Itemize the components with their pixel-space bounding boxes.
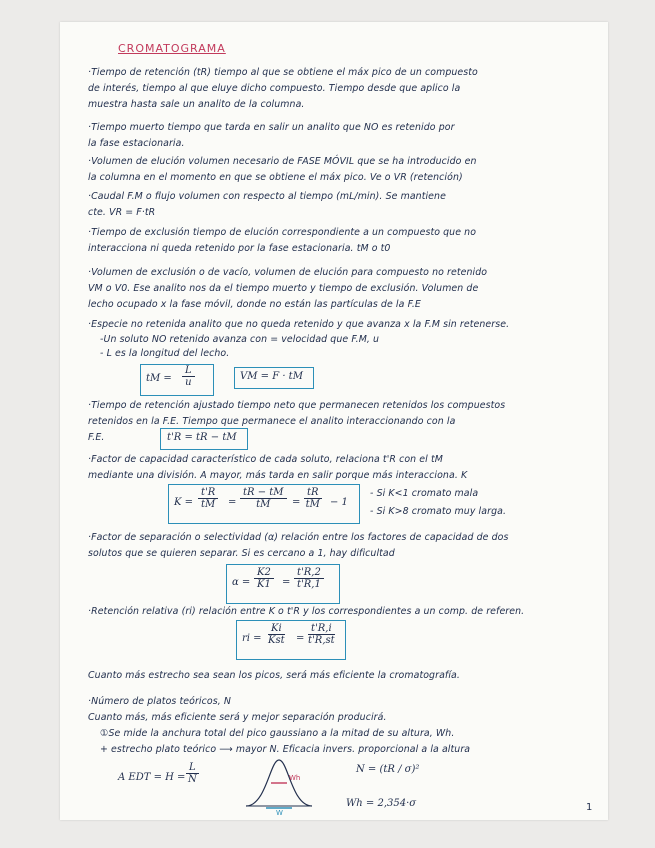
fraction-numerator: t'R,2 <box>294 567 324 579</box>
formula-alpha-lhs: α = <box>232 577 251 588</box>
formula-vm: VM = F · tM <box>240 371 303 382</box>
fraction-denominator: K1 <box>257 579 271 590</box>
fraction-denominator: tM <box>201 499 216 510</box>
fraction-numerator: L <box>182 365 195 377</box>
text-line: muestra hasta sale un analito de la columna. <box>88 99 305 110</box>
fraction-numerator: Ki <box>268 623 285 635</box>
equals-sign: = <box>292 497 301 508</box>
text-line: ·Tiempo muerto tiempo que tarda en salir un analito que NO es retenido por <box>88 122 455 133</box>
formula-k-frac3 <box>304 487 322 510</box>
text-line: ·Tiempo de retención ajustado tiempo neto que permanecen retenidos los compuestos <box>88 400 506 411</box>
note-k-low: - Si K<1 cromato mala <box>370 488 479 499</box>
formula-n: N = (tR / σ)² <box>356 764 420 775</box>
text-line: ·Tiempo de exclusión tiempo de elución correspondiente a un compuesto que no <box>88 227 477 238</box>
formula-tm-fraction <box>182 365 195 388</box>
formula-k-tail: − 1 <box>330 497 348 508</box>
text-line: ·Especie no retenida analito que no queda retenido y que avanza x la F.M sin retenerse. <box>88 319 510 330</box>
text-line: la columna en el momento en que se obtiene el máx pico. Ve o VR (retención) <box>88 172 463 183</box>
fraction-numerator: t'R <box>198 487 218 499</box>
formula-k-frac1 <box>198 487 218 510</box>
formula-tr-adjusted: t'R = tR − tM <box>167 432 237 443</box>
formula-wh: Wh = 2,354·σ <box>346 798 417 809</box>
formula-k-frac2 <box>240 487 287 510</box>
formula-alpha-frac2 <box>294 567 324 590</box>
equals-sign: = <box>296 633 305 644</box>
formula-ri-frac2 <box>308 623 335 646</box>
text-line: ·Volumen de exclusión o de vacío, volumen de elución para compuesto no retenido <box>88 267 488 278</box>
text-line: - L es la longitud del lecho. <box>100 348 230 359</box>
formula-tm-lhs: tM = <box>146 373 172 384</box>
text-line: Cuanto más estrecho sea sean los picos, será más eficiente la cromatografía. <box>88 670 460 681</box>
text-line: + estrecho plato teórico ⟶ mayor N. Eficacia invers. proporcional a la altura <box>100 744 471 755</box>
formula-alpha-frac1 <box>254 567 274 590</box>
fraction-denominator: t'R,st <box>308 635 335 646</box>
formula-ri-frac1 <box>268 623 285 646</box>
text-line: ·Tiempo de retención (tR) tiempo al que se obtiene el máx pico de un compuesto <box>88 67 478 78</box>
text-line: -Un soluto NO retenido avanza con = velocidad que F.M, u <box>100 334 380 345</box>
peak-wh-label: Wh <box>289 774 301 782</box>
fraction-numerator: L <box>186 762 199 774</box>
text-line: ·Caudal F.M o flujo volumen con respecto al tiempo (mL/min). Se mantiene <box>88 191 446 202</box>
text-line: interacciona ni queda retenido por la fase estacionaria. tM o t0 <box>88 243 391 254</box>
fraction-numerator: tR − tM <box>240 487 287 499</box>
fraction-denominator: Kst <box>268 635 285 646</box>
text-line: la fase estacionaria. <box>88 138 185 149</box>
text-line: ·Factor de capacidad característico de cada soluto, relaciona t'R con el tM <box>88 454 443 465</box>
text-line: ·Factor de separación o selectividad (α) relación entre los factores de capacidad de dos <box>88 532 509 543</box>
text-line: ·Retención relativa (ri) relación entre K o t'R y los correspondientes a un comp. de referen. <box>88 606 525 617</box>
text-line: solutos que se quieren separar. Si es cercano a 1, hay dificultad <box>88 548 395 559</box>
page-title: CROMATOGRAMA <box>118 42 226 55</box>
text-line: mediante una división. A mayor, más tarda en salir porque más interacciona. K <box>88 470 468 481</box>
text-line: Cuanto más, más eficiente será y mejor separación producirá. <box>88 712 387 723</box>
notebook-page <box>60 22 608 820</box>
note-k-high: - Si K>8 cromato muy larga. <box>370 506 507 517</box>
text-line: lecho ocupado x la fase móvil, donde no están las partículas de la F.E <box>88 299 421 310</box>
formula-aedt-lhs: A EDT = H = <box>118 772 186 783</box>
gaussian-peak-diagram <box>244 756 314 816</box>
fraction-denominator: N <box>187 774 197 785</box>
text-line: cte. VR = F·tR <box>88 207 156 218</box>
fraction-denominator: u <box>185 377 192 388</box>
text-line: F.E. <box>88 432 105 443</box>
equals-sign: = <box>228 497 237 508</box>
fraction-denominator: tM <box>256 499 271 510</box>
fraction-denominator: t'R,1 <box>297 579 321 590</box>
peak-w-label: W <box>276 809 283 816</box>
text-line: ·Volumen de elución volumen necesario de FASE MÓVIL que se ha introducido en <box>88 156 477 167</box>
fraction-numerator: tR <box>304 487 322 499</box>
formula-aedt-frac <box>186 762 199 785</box>
formula-k-lhs: K = <box>174 497 194 508</box>
fraction-numerator: t'R,i <box>308 623 335 635</box>
text-line: retenidos en la F.E. Tiempo que permanece el analito interaccionando con la <box>88 416 456 427</box>
text-line: de interés, tiempo al que eluye dicho compuesto. Tiempo desde que aplico la <box>88 83 461 94</box>
text-line: ·Número de platos teóricos, N <box>88 696 231 707</box>
equals-sign: = <box>282 577 291 588</box>
page-number: 1 <box>586 802 593 813</box>
text-line: ①Se mide la anchura total del pico gaussiano a la mitad de su altura, Wh. <box>100 728 455 739</box>
fraction-denominator: tM <box>305 499 320 510</box>
fraction-numerator: K2 <box>254 567 274 579</box>
text-line: VM o V0. Ese analito nos da el tiempo muerto y tiempo de exclusión. Volumen de <box>88 283 479 294</box>
formula-ri-lhs: ri = <box>242 633 262 644</box>
